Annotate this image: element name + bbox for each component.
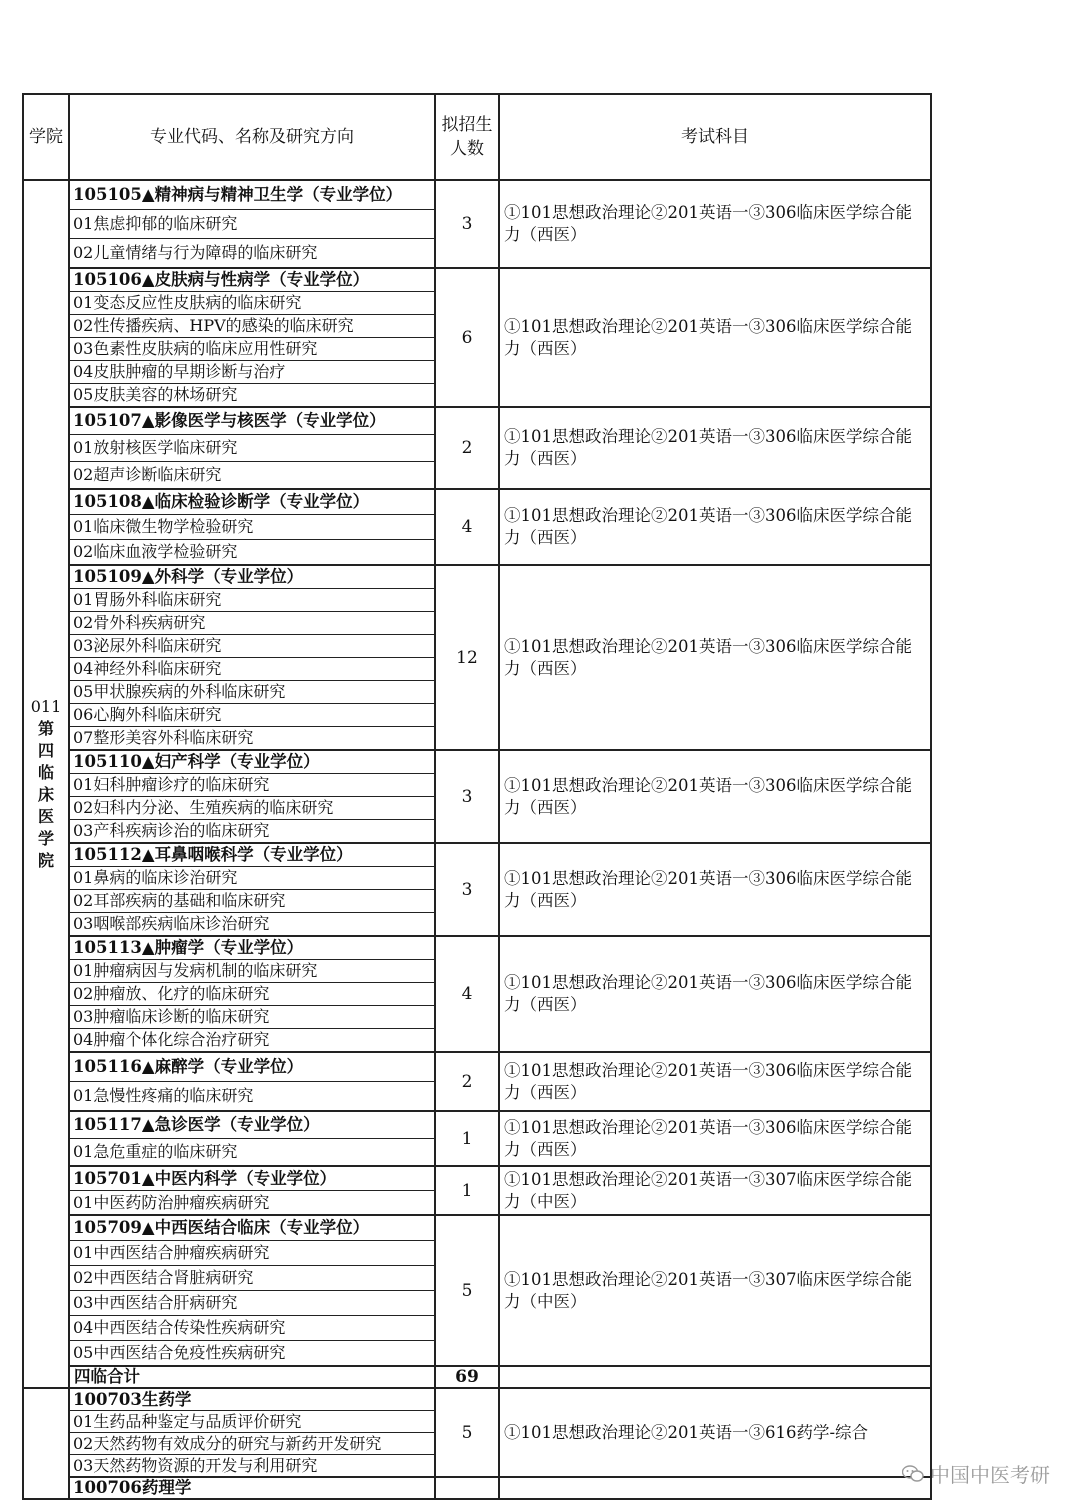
major-title: 105105▲精神病与精神卫生学（专业学位） — [70, 181, 434, 210]
major-cell — [69, 1111, 435, 1166]
research-direction: 01急慢性疼痛的临床研究 — [73, 1086, 254, 1105]
exam-subjects-cell: ①101思想政治理论②201英语一③306临床医学综合能力（西医） — [499, 489, 931, 565]
major-cell — [69, 1166, 435, 1215]
major-cell — [69, 1215, 435, 1366]
research-direction: 02中西医结合肾脏病研究 — [70, 1266, 434, 1291]
research-direction: 02临床血液学检验研究 — [73, 542, 238, 561]
major-row — [23, 750, 931, 843]
quota-cell: 1 — [435, 1166, 499, 1215]
wechat-icon — [902, 1465, 924, 1483]
exam-subjects-cell: ①101思想政治理论②201英语一③306临床医学综合能力（西医） — [499, 1111, 931, 1166]
quota-cell: 2 — [435, 407, 499, 489]
research-direction: 03咽喉部疾病临床诊治研究 — [73, 914, 270, 933]
major-row — [23, 1166, 931, 1215]
major-cell — [69, 936, 435, 1052]
major-title: 105112▲耳鼻咽喉科学（专业学位） — [70, 844, 434, 867]
major-row — [23, 1215, 931, 1366]
major-cell — [69, 180, 435, 268]
research-direction: 01临床微生物学检验研究 — [70, 515, 434, 540]
total-exam-empty — [499, 1366, 931, 1388]
header-exam: 考试科目 — [499, 94, 931, 180]
major-title: 105110▲妇产科学（专业学位） — [70, 751, 434, 774]
header-row — [23, 94, 931, 180]
major-cell — [69, 1052, 435, 1111]
quota-cell: 12 — [435, 565, 499, 750]
research-direction: 03色素性皮肤病的临床应用性研究 — [70, 338, 434, 361]
major-row — [23, 1388, 931, 1477]
research-direction: 01生药品种鉴定与品质评价研究 — [70, 1411, 434, 1433]
major-title: 105117▲急诊医学（专业学位） — [70, 1112, 434, 1139]
research-direction: 07整形美容外科临床研究 — [73, 728, 254, 747]
major-title: 105113▲肿瘤学（专业学位） — [70, 937, 434, 960]
header-major: 专业代码、名称及研究方向 — [69, 94, 435, 180]
exam-subjects-cell: ①101思想政治理论②201英语一③306临床医学综合能力（西医） — [499, 180, 931, 268]
research-direction: 01鼻病的临床诊治研究 — [70, 867, 434, 890]
exam-subjects-cell: ①101思想政治理论②201英语一③616药学-综合 — [499, 1388, 931, 1477]
research-direction: 05中西医结合免疫性疾病研究 — [73, 1343, 286, 1362]
quota-cell: 5 — [435, 1215, 499, 1366]
quota-cell: 4 — [435, 936, 499, 1052]
exam-subjects-cell: ①101思想政治理论②201英语一③307临床医学综合能力（中医） — [499, 1166, 931, 1215]
header-quota: 拟招生人数 — [435, 94, 499, 180]
research-direction: 01肿瘤病因与发病机制的临床研究 — [70, 960, 434, 983]
major-row — [23, 268, 931, 407]
research-direction: 02天然药物有效成分的研究与新药开发研究 — [70, 1433, 434, 1455]
major-title: 105709▲中西医结合临床（专业学位） — [70, 1216, 434, 1241]
quota-cell: 5 — [435, 1388, 499, 1477]
total-row — [23, 1366, 931, 1388]
major-cell — [69, 1388, 435, 1477]
research-direction: 01中西医结合肿瘤疾病研究 — [70, 1241, 434, 1266]
quota-cell — [435, 1477, 499, 1499]
major-cell — [69, 750, 435, 843]
major-row — [23, 565, 931, 750]
dept-name: 第四临床医学院 — [37, 719, 54, 870]
major-title: 105106▲皮肤病与性病学（专业学位） — [70, 269, 434, 292]
major-title: 100706药理学 — [73, 1478, 192, 1497]
exam-subjects-cell: ①101思想政治理论②201英语一③306临床医学综合能力（西医） — [499, 750, 931, 843]
total-value: 69 — [435, 1366, 499, 1388]
research-direction: 04皮肤肿瘤的早期诊断与治疗 — [70, 361, 434, 384]
major-row — [23, 936, 931, 1052]
quota-cell: 3 — [435, 750, 499, 843]
major-row — [23, 489, 931, 565]
major-cell — [69, 565, 435, 750]
quota-cell: 6 — [435, 268, 499, 407]
major-title: 105107▲影像医学与核医学（专业学位） — [70, 408, 434, 435]
major-cell — [69, 489, 435, 565]
quota-cell: 4 — [435, 489, 499, 565]
research-direction: 01中医药防治肿瘤疾病研究 — [73, 1193, 270, 1212]
major-title: 100703生药学 — [70, 1389, 434, 1411]
major-cell — [69, 268, 435, 407]
exam-subjects-cell: ①101思想政治理论②201英语一③306临床医学综合能力（西医） — [499, 565, 931, 750]
research-direction: 03泌尿外科临床研究 — [70, 635, 434, 658]
research-direction: 05甲状腺疾病的外科临床研究 — [70, 681, 434, 704]
exam-subjects-cell: ①101思想政治理论②201英语一③307临床医学综合能力（中医） — [499, 1215, 931, 1366]
exam-subjects-cell: ①101思想政治理论②201英语一③306临床医学综合能力（西医） — [499, 843, 931, 936]
dept-code: 011 — [30, 697, 62, 716]
exam-subjects-cell: ①101思想政治理论②201英语一③306临床医学综合能力（西医） — [499, 268, 931, 407]
research-direction: 03产科疾病诊治的临床研究 — [73, 821, 270, 840]
major-cell — [69, 407, 435, 489]
quota-cell: 1 — [435, 1111, 499, 1166]
research-direction: 04神经外科临床研究 — [70, 658, 434, 681]
research-direction: 04肿瘤个体化综合治疗研究 — [73, 1030, 270, 1049]
major-cell — [69, 843, 435, 936]
research-direction: 03天然药物资源的开发与利用研究 — [73, 1456, 318, 1475]
watermark — [902, 1459, 1050, 1488]
research-direction: 01变态反应性皮肤病的临床研究 — [70, 292, 434, 315]
research-direction: 02超声诊断临床研究 — [73, 465, 222, 484]
exam-subjects-cell — [499, 1477, 931, 1499]
major-row — [23, 180, 931, 268]
major-row — [23, 1477, 931, 1499]
quota-cell: 3 — [435, 843, 499, 936]
dept-cell — [23, 180, 69, 1388]
major-title: 105109▲外科学（专业学位） — [70, 566, 434, 589]
exam-subjects-cell: ①101思想政治理论②201英语一③306临床医学综合能力（西医） — [499, 407, 931, 489]
exam-subjects-cell: ①101思想政治理论②201英语一③306临床医学综合能力（西医） — [499, 936, 931, 1052]
major-title: 105701▲中医内科学（专业学位） — [70, 1167, 434, 1191]
research-direction: 02性传播疾病、HPV的感染的临床研究 — [70, 315, 434, 338]
research-direction: 05皮肤美容的林场研究 — [73, 385, 238, 404]
research-direction: 06心胸外科临床研究 — [70, 704, 434, 727]
research-direction: 02耳部疾病的基础和临床研究 — [70, 890, 434, 913]
research-direction: 04中西医结合传染性疾病研究 — [70, 1316, 434, 1341]
major-row — [23, 1052, 931, 1111]
major-title: 105116▲麻醉学（专业学位） — [70, 1053, 434, 1082]
admissions-table — [22, 93, 932, 1500]
quota-cell: 2 — [435, 1052, 499, 1111]
exam-subjects-cell: ①101思想政治理论②201英语一③306临床医学综合能力（西医） — [499, 1052, 931, 1111]
research-direction: 02骨外科疾病研究 — [70, 612, 434, 635]
research-direction: 01急危重症的临床研究 — [73, 1142, 238, 1161]
research-direction: 01放射核医学临床研究 — [70, 435, 434, 462]
total-label: 四临合计 — [69, 1366, 435, 1388]
research-direction: 02儿童情绪与行为障碍的临床研究 — [73, 243, 318, 262]
major-title: 105108▲临床检验诊断学（专业学位） — [70, 490, 434, 515]
research-direction: 01妇科肿瘤诊疗的临床研究 — [70, 774, 434, 797]
major-row — [23, 843, 931, 936]
research-direction: 02肿瘤放、化疗的临床研究 — [70, 983, 434, 1006]
research-direction: 01胃肠外科临床研究 — [70, 589, 434, 612]
research-direction: 02妇科内分泌、生殖疾病的临床研究 — [70, 797, 434, 820]
major-row — [23, 1111, 931, 1166]
dept-cell-next — [23, 1388, 69, 1499]
header-dept: 学院 — [23, 94, 69, 180]
watermark-text: 中国中医考研 — [930, 1463, 1050, 1487]
research-direction: 03中西医结合肝病研究 — [70, 1291, 434, 1316]
major-row — [23, 407, 931, 489]
research-direction: 03肿瘤临床诊断的临床研究 — [70, 1006, 434, 1029]
quota-cell: 3 — [435, 180, 499, 268]
research-direction: 01焦虑抑郁的临床研究 — [70, 210, 434, 239]
major-cell — [69, 1477, 435, 1499]
